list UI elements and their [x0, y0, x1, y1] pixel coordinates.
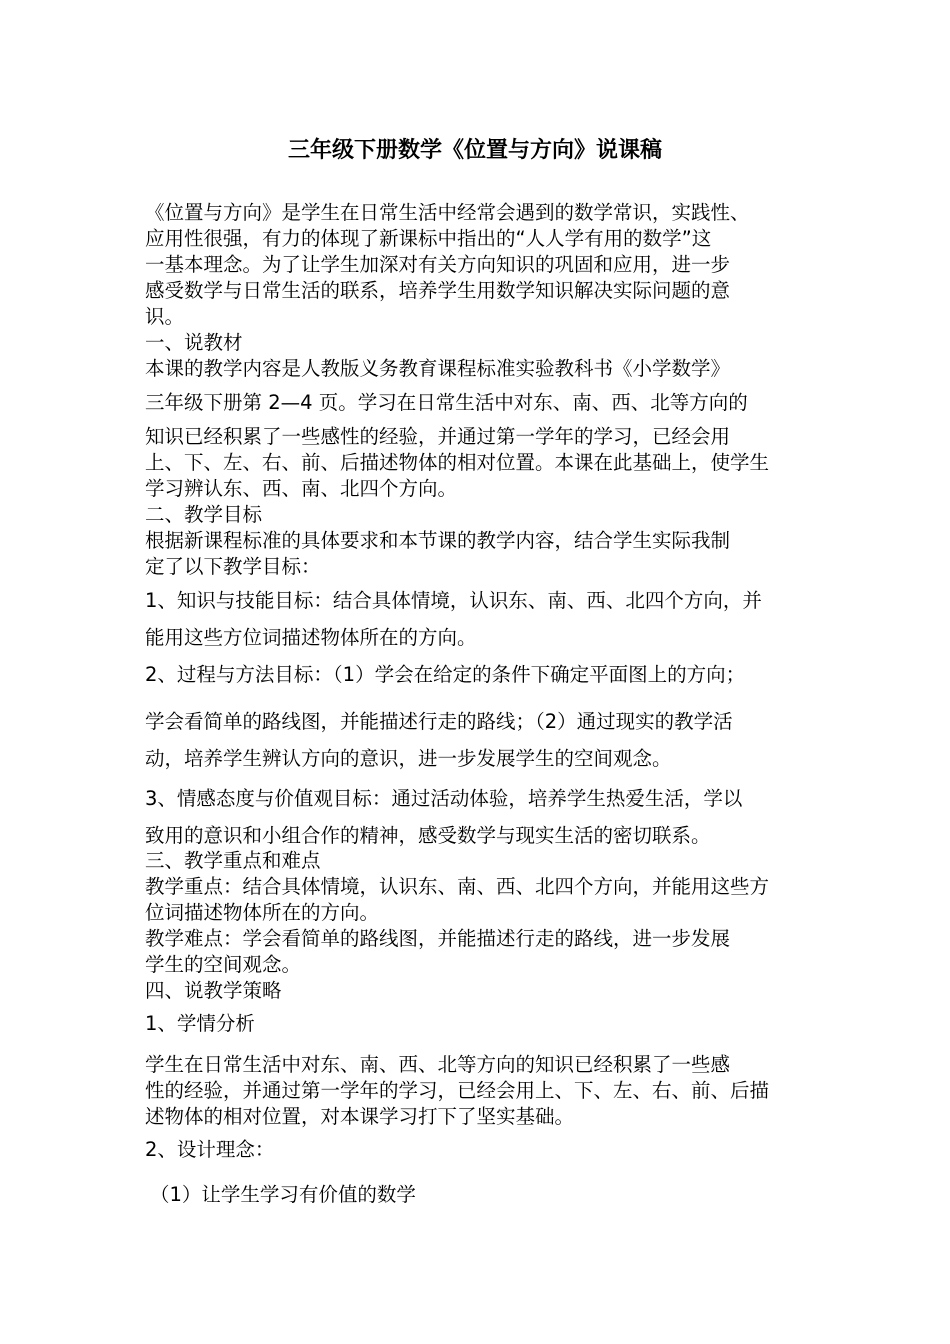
- text-line: 学习辨认东、西、南、北四个方向。: [145, 477, 458, 500]
- section-heading: 三、教学重点和难点: [145, 849, 321, 872]
- text-line: 应用性很强，有力的体现了新课标中指出的“人人学有用的数学”这: [145, 227, 712, 250]
- text-line: 定了以下教学目标：: [145, 555, 321, 578]
- text-line: 学会看简单的路线图，并能描述行走的路线；（2）通过现实的教学活: [145, 710, 733, 733]
- text-line: 位词描述物体所在的方向。: [145, 901, 380, 924]
- text-line: 根据新课程标准的具体要求和本节课的教学内容，结合学生实际我制: [145, 529, 731, 552]
- text-line: 3、情感态度与价值观目标：通过活动体验，培养学生热爱生活，学以: [145, 787, 743, 810]
- text-line: 三年级下册第 2—4 页。学习在日常生活中对东、南、西、北等方向的: [145, 391, 748, 414]
- text-line: 2、设计理念：: [145, 1138, 275, 1161]
- document-title: 三年级下册数学《位置与方向》说课稿: [287, 138, 662, 163]
- text-line: 能用这些方位词描述物体所在的方向。: [145, 626, 477, 649]
- text-line: （1）让学生学习有价值的数学: [150, 1183, 416, 1206]
- text-line: 2、过程与方法目标：（1）学会在给定的条件下确定平面图上的方向；: [145, 663, 746, 686]
- section-heading: 四、说教学策略: [145, 979, 282, 1002]
- text-line: 《位置与方向》是学生在日常生活中经常会遇到的数学常识，实践性、: [145, 201, 750, 224]
- text-line: 述物体的相对位置，对本课学习打下了坚实基础。: [145, 1105, 575, 1128]
- text-line: 致用的意识和小组合作的精神，感受数学与现实生活的密切联系。: [145, 824, 711, 847]
- text-line: 感受数学与日常生活的联系，培养学生用数学知识解决实际问题的意: [145, 279, 731, 302]
- text-line: 学生的空间观念。: [145, 953, 302, 976]
- text-line: 1、学情分析: [145, 1012, 255, 1035]
- text-line: 教学难点：学会看简单的路线图，并能描述行走的路线，进一步发展: [145, 927, 731, 950]
- text-line: 性的经验，并通过第一学年的学习，已经会用上、下、左、右、前、后描: [145, 1079, 770, 1102]
- text-line: 知识已经积累了一些感性的经验，并通过第一学年的学习，已经会用: [145, 425, 731, 448]
- text-line: 上、下、左、右、前、后描述物体的相对位置。本课在此基础上，使学生: [145, 451, 770, 474]
- section-heading: 二、教学目标: [145, 503, 263, 526]
- text-line: 本课的教学内容是人教版义务教育课程标准实验教科书《小学数学》: [145, 357, 731, 380]
- text-line: 1、知识与技能目标：结合具体情境，认识东、南、西、北四个方向，并: [145, 589, 762, 612]
- section-heading: 一、说教材: [145, 331, 243, 354]
- text-line: 一基本理念。为了让学生加深对有关方向知识的巩固和应用，进一步: [145, 253, 731, 276]
- text-line: 动，培养学生辨认方向的意识，进一步发展学生的空间观念。: [145, 747, 672, 770]
- text-line: 教学重点：结合具体情境，认识东、南、西、北四个方向，并能用这些方: [145, 875, 770, 898]
- text-line: 识。: [145, 305, 185, 328]
- text-line: 学生在日常生活中对东、南、西、北等方向的知识已经积累了一些感: [145, 1053, 731, 1076]
